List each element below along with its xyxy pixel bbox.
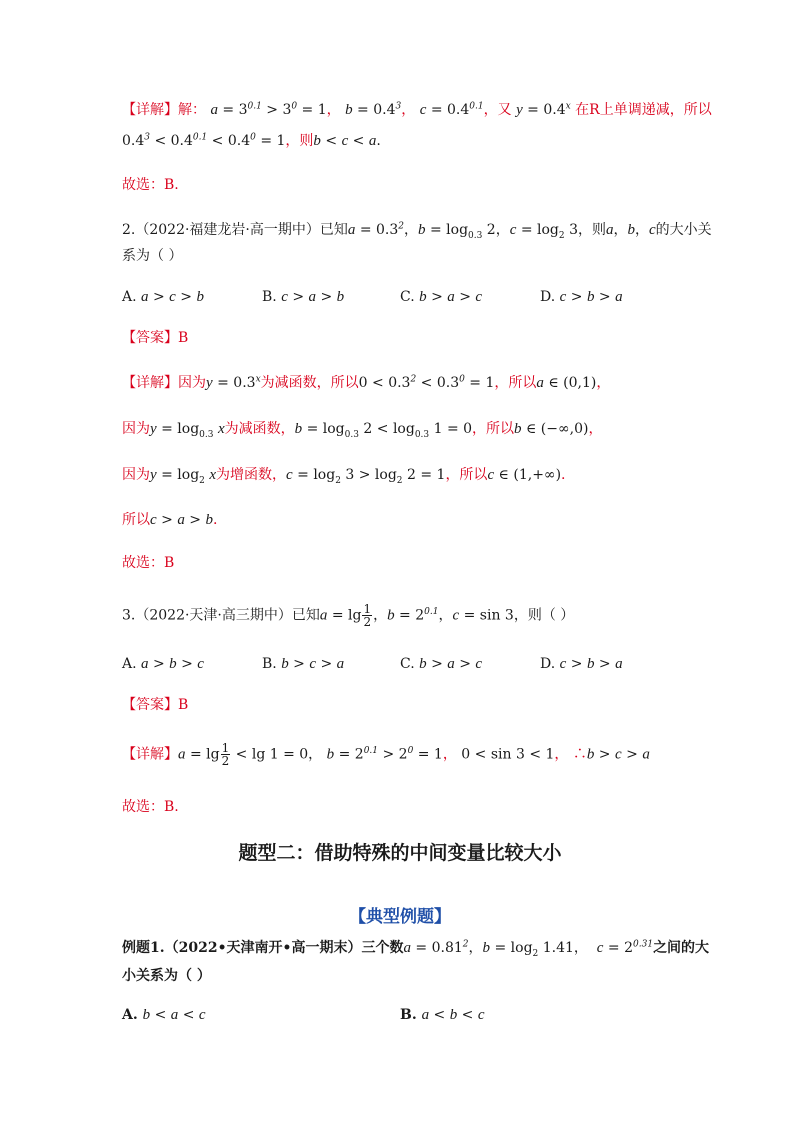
q3-final: 故选：B. [122,799,179,815]
detail-line-2: $0.4^3 < 0.4^{0.1} < 0.4^0 = 1$，则b < c < a. [122,132,381,149]
question-2-stem: 2.（2022·福建龙岩·高一期中）已知$a = 0.3^2$，$b = \log_{0.3} 2$，$c = \log_2 3$，则a，b，c的大小关 [122,221,712,241]
question-3-stem: 3.（2022·天津·高三期中）已知a = lg $\frac{1}{2}$ ，$b = 2^{0.1}$，c = sin 3，则（ ） [122,602,575,629]
q3-option-d[interactable]: D. c > b > a [540,656,623,672]
detail-line-1: 【详解】解： $a = 3^{0.1} > 3^0 = 1$， $b = 0.4^3$， $c = 0.4^{0.1}$，又 $y = 0.4^x$ 在R上单调递减，所以 [122,101,712,118]
q3-answer: 【答案】B [122,697,189,713]
q2-option-d[interactable]: D. c > b > a [540,289,623,305]
q3-option-b[interactable]: B. b > c > a [262,656,345,672]
q2-detail-2: 因为$y = \log_{0.3} x$为减函数，$b = \log_{0.3} 2 < \log_{0.3} 1 = 0$，所以b ∈ (−∞,0)， [122,421,603,440]
q2-option-c[interactable]: C. b > a > c [400,289,483,305]
q3-option-a[interactable]: A. a > b > c [122,656,204,672]
example-1-option-a[interactable]: A. b < a < c [122,1007,206,1023]
q2-detail-1: 【详解】因为$y = 0.3^x$为减函数，所以$0 < 0.3^2 < 0.3^0 = 1$，所以a ∈ (0,1)， [122,374,611,391]
q3-option-c[interactable]: C. b > a > c [400,656,483,672]
q3-detail: 【详解】a = lg $\frac{1}{2}$ < lg 1 = 0， $b = 2^{0.1} > 2^0 = 1$， 0 < sin 3 < 1， ∴b > c > a [122,741,650,768]
example-1-option-b[interactable]: B. a < b < c [400,1007,485,1023]
section-title: 题型二：借助特殊的中间变量比较大小 [238,842,562,864]
detail-tag: 【详解】 [122,102,178,118]
q2-answer: 【答案】B [122,330,189,346]
q2-option-b[interactable]: B. c > a > b [262,289,345,305]
answer-line: 故选：B. [122,177,179,193]
question-2-stem-cont: 系为（ ） [122,248,183,264]
example-1-stem: 例题1.（2022•天津南开•高一期末）三个数$a = 0.81^2$，$b = \log_2 1.41$， $c = 2^{0.31}$之间的大 [122,939,710,959]
q2-option-a[interactable]: A. a > c > b [122,289,204,305]
example-1-stem-cont: 小关系为（ ） [122,968,211,984]
q2-detail-4: 所以c > a > b. [122,512,218,528]
q2-final: 故选：B [122,555,175,571]
q2-detail-3: 因为$y = \log_2 x$为增函数，$c = \log_2 3 > \log_2 2 = 1$，所以c ∈ (1,+∞). [122,467,566,486]
section-subtitle: 【典型例题】 [349,907,451,927]
